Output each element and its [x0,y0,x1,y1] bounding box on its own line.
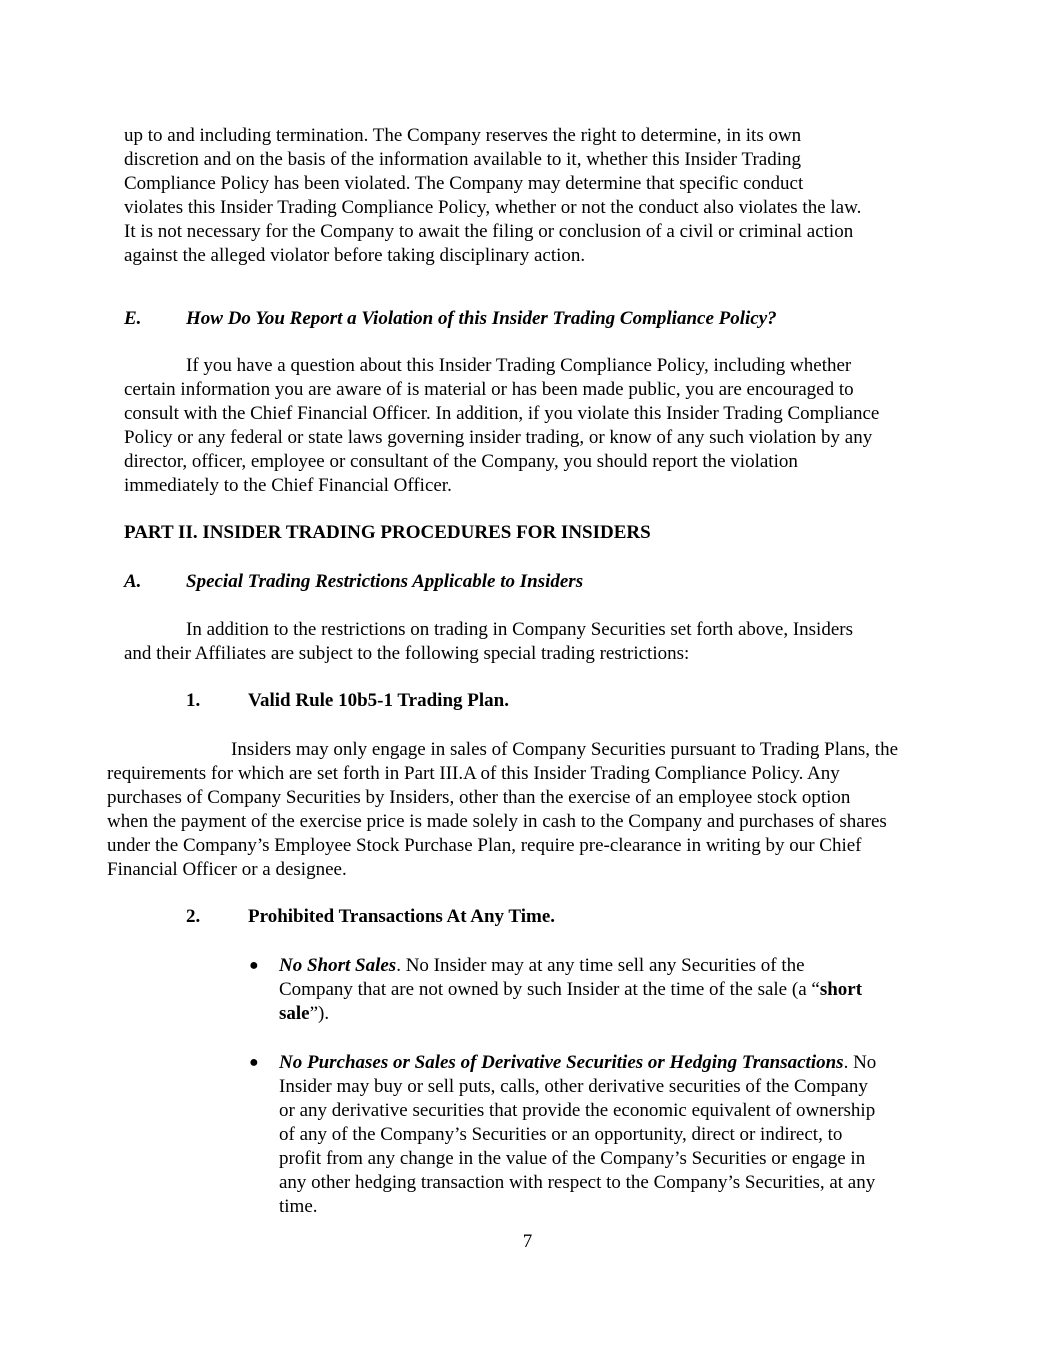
bullet-line: time. [279,1196,318,1217]
section-e-line: director, officer, employee or consultant of the Company, you should report the violation [124,451,798,472]
section-e-line: immediately to the Chief Financial Officer. [124,475,452,496]
part-ii-heading: PART II. INSIDER TRADING PROCEDURES FOR INSIDERS [124,522,651,543]
intro-line: against the alleged violator before taking disciplinary action. [124,245,586,266]
bullet-text: Company that are not owned by such Insider at the time of the sale (a “ [279,979,820,1000]
bullet-line: of any of the Company’s Securities or an opportunity, direct or indirect, to [279,1124,843,1145]
section-e-line: certain information you are aware of is material or has been made public, you are encouraged to [124,379,854,400]
bullet-dot-icon: ● [249,957,259,974]
bullet-dot-icon: ● [249,1054,259,1071]
intro-line: up to and including termination. The Company reserves the right to determine, in its own [124,125,802,146]
bullet-lead: No Short Sales [279,955,397,976]
intro-line: violates this Insider Trading Compliance Policy, whether or not the conduct also violates the law. [124,197,862,218]
section-a-letter: A. [124,571,142,592]
bullet-line [279,1002,329,1026]
section-a-line: and their Affiliates are subject to the following special trading restrictions: [124,643,690,664]
bullet-line [279,1051,876,1075]
item-1-line: when the payment of the exercise price is made solely in cash to the Company and purchases of shares [107,811,887,832]
section-e-line: If you have a question about this Insider Trading Compliance Policy, including whether [186,355,852,376]
section-e-title: How Do You Report a Violation of this Insider Trading Compliance Policy? [186,308,777,329]
intro-line: discretion and on the basis of the information available to it, whether this Insider Trading [124,149,802,170]
section-e-letter: E. [124,308,142,329]
bullet-line: or any derivative securities that provide the economic equivalent of ownership [279,1100,876,1121]
bullet-line: Insider may buy or sell puts, calls, other derivative securities of the Company [279,1076,868,1097]
bullet-term: sale [279,1003,310,1024]
bullet-line: profit from any change in the value of the Company’s Securities or engage in [279,1148,866,1169]
item-1-line: purchases of Company Securities by Insiders, other than the exercise of an employee stock option [107,787,851,808]
intro-line: It is not necessary for the Company to await the filing or conclusion of a civil or criminal action [124,221,854,242]
intro-line: Compliance Policy has been violated. The Company may determine that specific conduct [124,173,804,194]
bullet-lead: No Purchases or Sales of Derivative Securities or Hedging Transactions [279,1052,844,1073]
section-e-line: Policy or any federal or state laws governing insider trading, or know of any such violation by any [124,427,873,448]
item-1-line: Insiders may only engage in sales of Company Securities pursuant to Trading Plans, the [231,739,899,760]
item-2-number: 2. [186,906,201,927]
bullet-term: short [819,979,863,1000]
item-1-line: requirements for which are set forth in Part III.A of this Insider Trading Compliance Policy. Any [107,763,840,784]
section-a-title: Special Trading Restrictions Applicable to Insiders [186,571,584,592]
item-1-title: Valid Rule 10b5-1 Trading Plan. [248,690,509,711]
item-1-line: under the Company’s Employee Stock Purchase Plan, require pre-clearance in writing by our Chief [107,835,862,856]
bullet-text: . No Insider may at any time sell any Securities of the [396,955,805,976]
bullet-line [279,978,862,1002]
bullet-line [279,954,805,978]
section-e-line: consult with the Chief Financial Officer. In addition, if you violate this Insider Trading Compliance [124,403,880,424]
item-2-title: Prohibited Transactions At Any Time. [248,906,556,927]
page-number: 7 [522,1231,533,1252]
item-1-line: Financial Officer or a designee. [107,859,347,880]
bullet-text: ”). [309,1003,330,1024]
bullet-text: . No [843,1052,877,1073]
bullet-line: any other hedging transaction with respect to the Company’s Securities, at any [279,1172,876,1193]
section-a-line: In addition to the restrictions on trading in Company Securities set forth above, Insiders [186,619,853,640]
item-1-number: 1. [186,690,201,711]
